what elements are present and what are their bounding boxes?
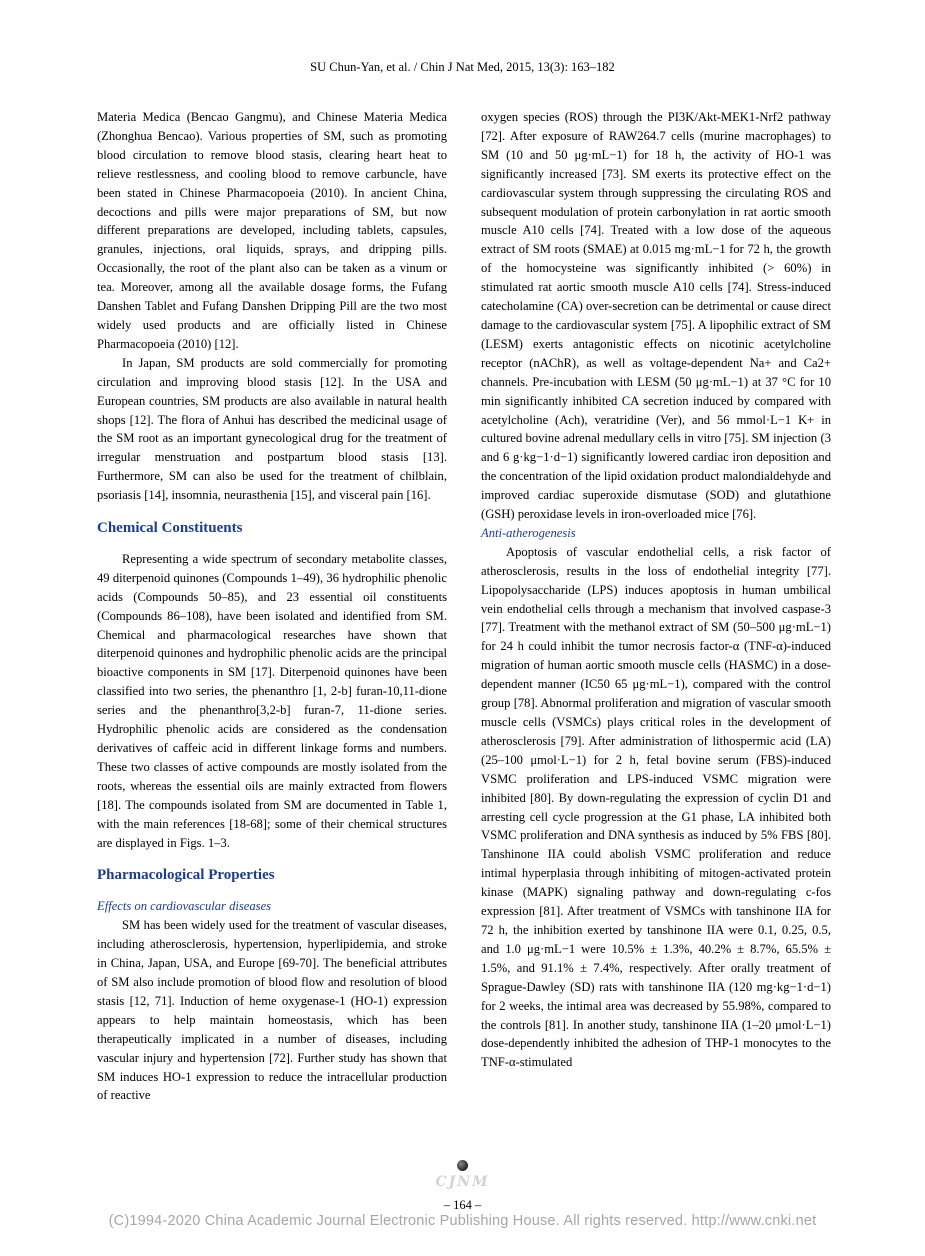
right-column xyxy=(481,108,831,1072)
logo-text: CJNM xyxy=(435,1174,490,1190)
left-column xyxy=(97,108,447,1105)
section-heading-pharmacological-properties: Pharmacological Properties xyxy=(97,867,275,884)
copyright-watermark: (C)1994-2020 China Academic Journal Electronic Publishing House. All rights reserved. http://www.cnki.net xyxy=(108,1213,817,1229)
subsection-heading-cardiovascular: Effects on cardiovascular diseases xyxy=(97,899,272,914)
running-header: SU Chun-Yan, et al. / Chin J Nat Med, 2015, 13(3): 163–182 xyxy=(310,60,615,74)
logo-ball-icon xyxy=(457,1160,468,1171)
section-heading-chemical-constituents: Chemical Constituents xyxy=(97,520,243,537)
journal-logo xyxy=(0,1158,925,1190)
paragraph: SM has been widely used for the treatment of vascular diseases, including atherosclerosis, hypertension, hyperlipidemia, and stroke in China, Japan, USA, and Europe [69-70]. The beneficial attributes of SM also include promotion of blood flow and resolution of blood stasis [12, 71]. Induction of heme oxygenase-1 (HO-1) expression appears to help maintain homeostasis, which has been therapeutically implicated in a number of diseases, including vascular injury and hypertension [72]. Further study has shown that SM induces HO-1 expression to reduce the intracellular production of reactive xyxy=(97,918,447,1103)
paragraph: Materia Medica (Bencao Gangmu), and Chinese Materia Medica (Zhonghua Bencao). Various properties of SM, such as promoting blood circulation to remove blood stasis, clearing heart heat to relieve restlessness, and cooling blood to remove carbuncle, have been stated in Chinese Pharmacopoeia (2010). In ancient China, decoctions and pills were major preparations of SM, but now different preparations are developed, including tablets, capsules, granules, injections, oral liquids, sprays, and dripping pills. Occasionally, the root of the plant also can be taken as a vinum or tea. Moreover, among all the available dosage forms, the Fufang Danshen Tablet and Fufang Danshen Dripping Pill are the two most widely used products and are officially listed in Chinese Pharmacopoeia (2010) [12]. xyxy=(97,110,447,351)
paragraph: Apoptosis of vascular endothelial cells, a risk factor of atherosclerosis, results in the loss of endothelial integrity [77]. Lipopolysaccharide (LPS) induces apoptosis in human umbilical vein endothelial cells through a mechanism that involved caspase-3 [77]. Treatment with the methanol extract of SM (50–500 μg·mL−1) for 24 h could inhibit the tumor necrosis factor-α (TNF-α)-induced migration of human aortic smooth muscle cells (HASMC) in a dose-dependent manner (IC50 65 μg·mL−1), compared with the control group [78]. Abnormal proliferation and migration of vascular smooth muscle cells (VSMCs) plays critical roles in the development of atherosclerosis [79]. After administration of lithospermic acid (LA) (25–100 μmol·L−1) for 2 h, fetal bovine serum (FBS)-induced VSMC proliferation and LPS-induced VSMC migration were inhibited [80]. By down-regulating the expression of cyclin D1 and arresting cell cycle progression at the G1 phase, LA inhibited both VSMC proliferation and DNA synthesis as induced by 5% FBS [80]. Tanshinone IIA could abolish VSMC proliferation and reduce intimal hyperplasia through inhibiting of mitogen-activated protein kinase (MAPK) signaling pathway and down-regulating c-fos expression [81]. After treatment of VSMCs with tanshinone IIA for 72 h, the inhibition exerted by tanshinone IIA were 0.1, 0.25, 0.5, and 1.0 μg·mL−1 were 10.5% ± 1.3%, 40.2% ± 8.7%, 65.5% ± 1.5%, and 91.1% ± 7.4%, respectively. After orally treatment of Sprague-Dawley (SD) rats with tanshinone IIA (120 mg·kg−1·d−1) for 2 weeks, the intimal area was decreased by 55.98%, compared to the controls [81]. In another study, tanshinone IIA (1–20 μmol·L−1) dose-dependently inhibited the adhesion of THP-1 monocytes to the TNF-α-stimulated xyxy=(481,544,831,1070)
paragraph: oxygen species (ROS) through the PI3K/Akt-MEK1-Nrf2 pathway [72]. After exposure of RAW264.7 cells (murine macrophages) to SM (10 and 50 μg·mL−1) for 18 h, the activity of HO-1 was significantly increased [73]. SM exerts its protective effect on the cardiovascular system through suppressing the circulating ROS and subsequent modulation of protein carbonylation in rat aortic smooth muscle A10 cells [74]. Treated with a low dose of the aqueous extract of SM roots (SMAE) at 0.015 mg·mL−1 for 72 h, the growth of the homocysteine was significantly inhibited (> 60%) in stimulated rat aortic smooth muscle A10 cells [74]. Stress-induced catecholamine (CA) over-secretion can be detrimental or cause direct damage to the cardiovascular system [75]. A lipophilic extract of SM (LESM) exerts antagonistic effects on nicotinic acetylcholine receptor (nAChR), as well as voltage-dependent Na+ and Ca2+ channels. Pre-incubation with LESM (50 μg·mL−1) at 37 °C for 10 min significantly inhibited CA secretion induced by compared with acetylcholine (Ach), veratridine (Ver), and 56 mmol·L−1 K+ in cultured bovine adrenal medullary cells in vitro [75]. SM injection (3 and 6 g·kg−1·d−1) significantly lowered cardiac iron deposition and the concentration of the lipid oxidation product malondialdehyde and improved cardiac superoxide dismutase (SOD) and glutathione (GSH) peroxidase levels in iron-overloaded mice [76]. xyxy=(481,110,831,522)
paragraph: In Japan, SM products are sold commercially for promoting circulation and improving blood stasis [12]. In the USA and European countries, SM products are also available in natural health shops [12]. The flora of Anhui has described the medicinal usage of the SM root as an important gynecological drug for the treatment of irregular menstruation and postpartum blood stasis [13]. Furthermore, SM can also be used for the treatment of chilblain, psoriasis [14], insomnia, neurasthenia [15], and visceral pain [16]. xyxy=(97,355,447,503)
subsection-heading-anti-atherogenesis: Anti-atherogenesis xyxy=(481,525,576,540)
page-number: – 164 – xyxy=(443,1198,482,1212)
paragraph: Representing a wide spectrum of secondary metabolite classes, 49 diterpenoid quinones (Compounds 1–49), 36 hydrophilic phenolic acids (Compounds 50–85), and 23 essential oil constituents (Compounds 86–108), have been isolated and identified from SM. Chemical and pharmacological researches have shown that diterpenoid quinones and hydrophilic phenolic acids are the principal bioactive components in SM [17]. Diterpenoid quinones have been classified into two series, the phenanthro [1, 2-b] furan-10,11-dione series and the phenanthro[3,2-b] furan-7, 11-dione series. Hydrophilic phenolic acids are considered as the condensation derivatives of caffeic acid in different linkage forms and numbers. These two classes of active compounds are mostly isolated from the roots, whereas the essential oils are mainly extracted from flowers [18]. The compounds isolated from SM are documented in Table 1, with the main references [18-68]; some of their chemical structures are displayed in Figs. 1–3. xyxy=(97,551,447,850)
